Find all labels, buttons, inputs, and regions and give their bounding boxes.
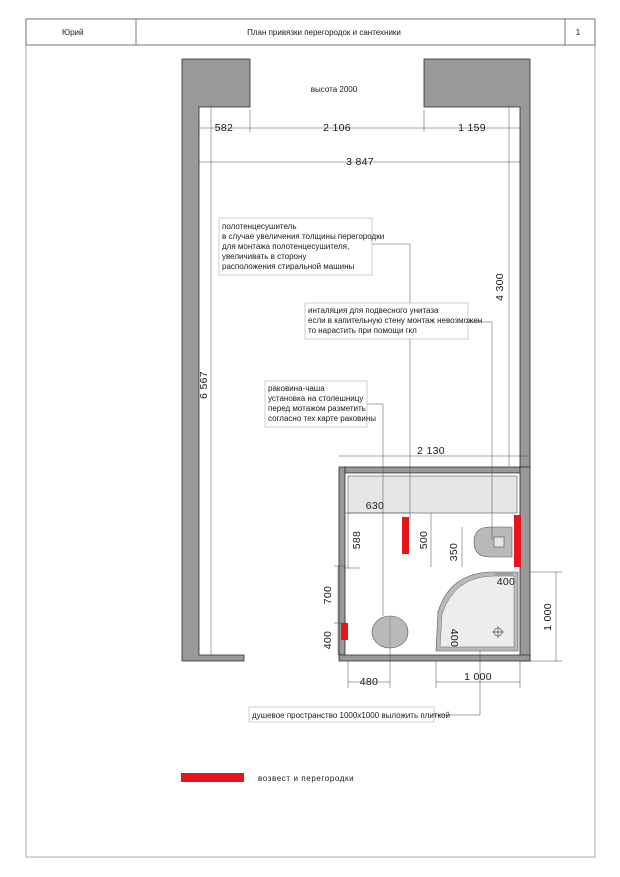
svg-text:полотенцесушитель: полотенцесушитель [222,222,297,231]
note-toilet-install [305,303,482,339]
svg-text:согласно тех карте раковины: согласно тех карте раковины [268,414,377,423]
title-block [26,19,595,45]
author-name: Юрий [62,28,84,37]
svg-text:установка на столешницу: установка на столешницу [268,394,364,403]
dim-582: 582 [214,122,234,134]
legend [181,773,354,783]
svg-text:раковина-чаша: раковина-чаша [268,384,325,393]
dim-400-left: 400 [322,630,334,650]
svg-text:для монтажа полотенцесушителя,: для монтажа полотенцесушителя, [222,242,350,251]
partition-toilet [514,515,521,567]
dim-6567: 6 567 [198,371,210,399]
height-note: высота 2000 [310,85,358,94]
bath-bottom-wall [339,655,530,661]
dim-4300: 4 300 [494,273,506,301]
dim-350: 350 [448,542,460,562]
partition-sink [341,623,348,640]
dim-400-shower-side: 400 [448,628,460,648]
svg-text:если в капительную стену монта: если в капительную стену монтаж невозможен [308,316,483,325]
left-wall [182,59,250,661]
svg-text:перед мотажом разметить: перед мотажом разметить [268,404,366,413]
partition-towel [402,517,409,554]
svg-text:расположения стиральной машины: расположения стиральной машины [222,262,355,271]
svg-text:увеличивать в сторону: увеличивать в сторону [222,252,307,261]
svg-text:инталяция для подвесного унита: инталяция для подвесного унитаза [308,306,439,315]
page-number: 1 [575,28,581,37]
sheet-title: План привязки перегородок и сантехники [247,28,401,37]
note-sink [265,381,376,427]
walls [182,59,530,661]
bath-right-wall [520,467,530,661]
dim-500: 500 [418,530,430,550]
note-towel-rail [219,218,384,275]
right-top-wall [345,59,530,473]
dim-400-shower-top: 400 [496,576,516,588]
dim-2106: 2 106 [323,122,351,134]
note-shower [249,707,450,722]
sink-bowl [372,616,408,648]
dim-588: 588 [351,530,363,550]
svg-text:то нарастить при помощи гкл: то нарастить при помощи гкл [308,326,417,335]
dim-700: 700 [322,585,334,605]
dim-630: 630 [365,500,385,512]
svg-text:душевое пространство 1000х1000: душевое пространство 1000х1000 выложить плиткой [252,711,450,720]
dim-1000-right: 1 000 [542,603,554,631]
legend-swatch [181,773,244,782]
dim-2130: 2 130 [417,445,445,457]
page-frame [26,19,595,857]
svg-text:в случае увеличения толщины пе: в случае увеличения толщины перегородки [222,232,385,241]
legend-label: возвест и перегородки [258,774,355,783]
dim-1000-bottom: 1 000 [464,671,492,683]
toilet [474,527,512,557]
dim-3847: 3 847 [346,156,374,168]
dim-480: 480 [359,676,379,688]
dim-1159: 1 159 [458,122,486,134]
